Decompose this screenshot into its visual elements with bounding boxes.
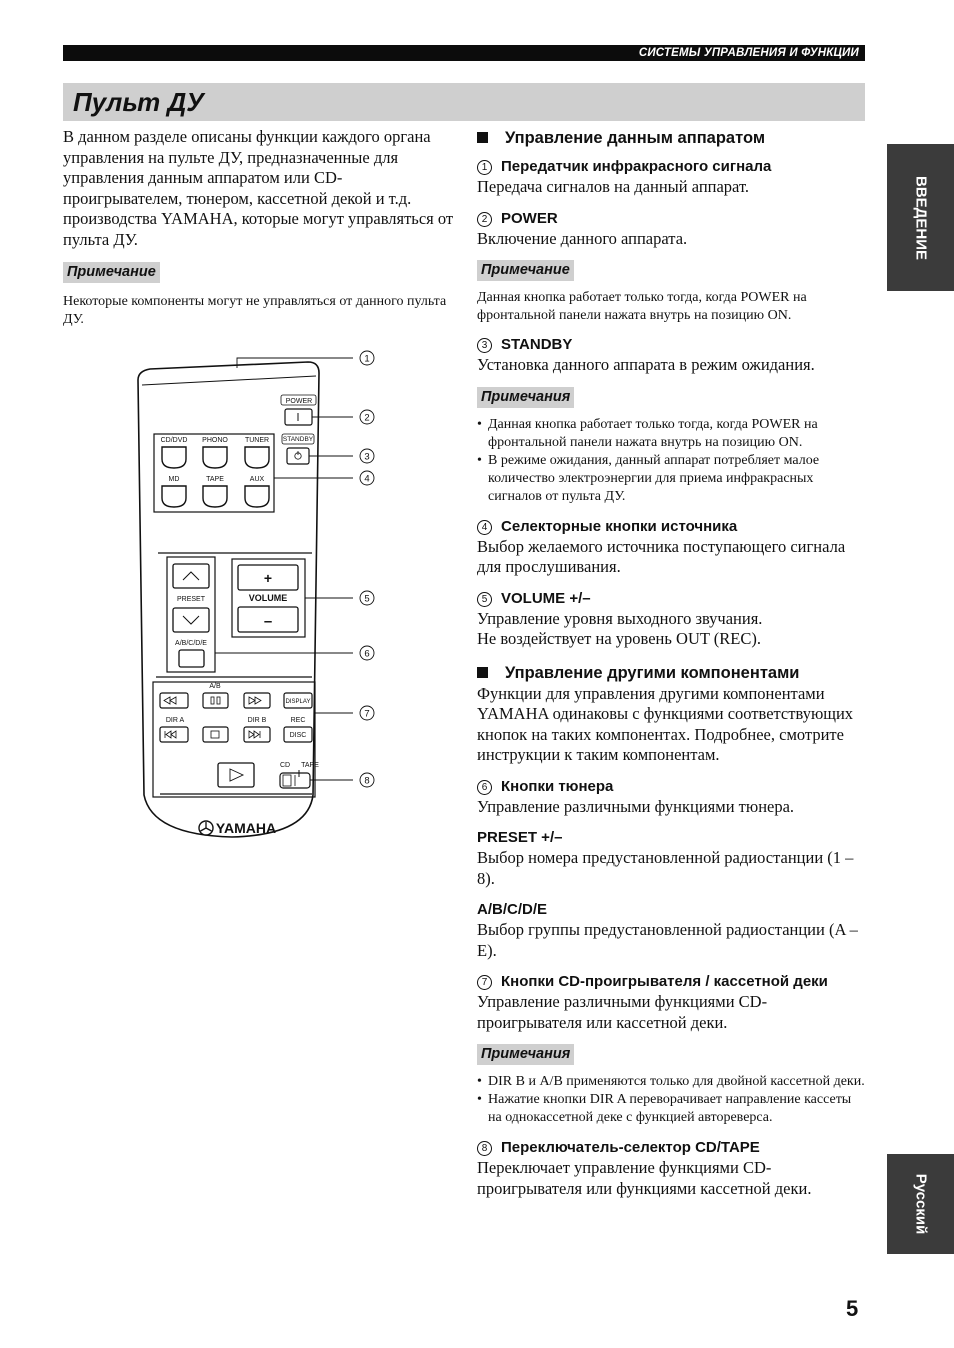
section-title: СИСТЕМЫ УПРАВЛЕНИЯ И ФУНКЦИИ [638,47,859,59]
abcde-text: Выбор группы предустановленной радиостанции (A – E). [477,920,858,960]
rec-label: REC [290,717,306,724]
number-3-icon: 3 [477,338,492,353]
preset-heading: PRESET +/– [477,829,563,846]
note-3-list [477,1073,867,1127]
page-title: Пульт ДУ [73,87,204,117]
item-text-6: Управление различными функциями тюнера. [477,796,795,816]
cd-switch-label: CD [279,762,291,769]
item-heading-5: 5 VOLUME +/– [477,589,867,609]
note-3 [477,1044,867,1065]
tape-switch-label: TAPE [301,762,319,769]
display-label: DISPLAY [285,699,311,705]
square-bullet-icon [477,667,488,678]
left-column [63,127,455,329]
remote-control-diagram [120,345,390,850]
callout-2 [360,410,374,424]
aux-label: AUX [249,476,265,483]
list-item: • В режиме ожидания, данный аппарат потребляет малое количество электроэнергии для приема инфракрасных сигналов от пульта ДУ. [477,452,867,506]
list-item: • Нажатие кнопки DIR A переворачивает направление кассеты на однокассетной деке с функцией автореверса. [477,1091,867,1127]
skip-back-button [160,727,188,742]
section-heading-other: Управление другими компонентами [477,662,867,684]
dir-a-label: DIR A [165,717,185,724]
tape-button [203,486,227,507]
item-text-4: Выбор желаемого источника поступающего сигнала для прослушивания. [477,536,846,576]
preset-text: Выбор номера предустановленной радиостанции (1 – 8). [477,848,854,888]
tuner-label: TUNER [244,437,270,444]
aux-button [245,486,269,507]
callout-1 [360,351,374,365]
header-bar [63,45,865,61]
standby-label: STANDBY [282,436,314,443]
section-2-text: Функции для управления другими компонентами YAMAHA одинаковы с функциями соответствующих кнопок на таких компонентах. Подробнее, смотрите инструкции к таким компонентам. [477,683,854,764]
number-4-icon: 4 [477,520,492,535]
number-2-icon: 2 [477,212,492,227]
disc-label: DISC [289,732,307,739]
note-1-text: Данная кнопка работает только тогда, когда POWER на фронтальной панели нажата внутрь на позицию ON. [477,290,807,323]
note-1-label: Примечание [477,260,574,281]
section-heading-this-unit: Управление данным аппаратом [477,127,867,149]
left-note [63,262,455,283]
phono-label: PHONO [202,437,228,444]
number-1-icon: 1 [477,160,492,175]
item-heading-1: 1 Передатчик инфракрасного сигнала [477,157,867,177]
callout-8 [360,773,374,787]
svg-text:7: 7 [364,708,370,720]
item-text-1: Передача сигналов на данный аппарат. [477,177,750,196]
side-tab-intro [887,144,954,291]
page-number: 5 [846,1296,859,1321]
number-5-icon: 5 [477,592,492,607]
item-text-3: Установка данного аппарата в режим ожидания. [477,355,815,374]
tape-label: TAPE [206,476,224,483]
volume-label: VOLUME [248,593,288,603]
square-bullet-icon [477,132,488,143]
preset-label: PRESET [176,596,206,603]
side-tab-language-label: Русский [912,1173,929,1235]
svg-text:3: 3 [364,451,370,463]
item-heading-6: 6 Кнопки тюнера [477,777,867,797]
stop-button [203,727,228,742]
note-2-label: Примечания [477,387,574,408]
svg-text:+: + [263,570,273,586]
cd-dvd-button [162,447,186,468]
dir-b-label: DIR B [247,717,267,724]
number-6-icon: 6 [477,780,492,795]
item-heading-3: 3 STANDBY [477,335,867,355]
pause-button [203,693,228,708]
preset-down-button [173,608,209,632]
svg-text:4: 4 [364,473,370,485]
title-band [63,83,865,121]
item-text-2: Включение данного аппарата. [477,228,688,248]
list-item: • Данная кнопка работает только тогда, когда POWER на фронтальной панели нажата внутрь на позицию ON. [477,416,867,452]
number-7-icon: 7 [477,975,492,990]
md-label: MD [168,476,180,483]
note-2-list [477,416,867,506]
skip-forward-button [244,727,270,742]
note-label: Примечание [63,262,160,283]
item-heading-7: 7 Кнопки CD-проигрывателя / кассетной деки [477,972,867,992]
svg-text:2: 2 [364,412,370,424]
brand-logo: YAMAHA [215,820,277,836]
note-3-label: Примечания [477,1044,574,1065]
svg-text:6: 6 [364,648,370,660]
right-column [477,127,867,1199]
callout-4 [360,471,374,485]
item-heading-8: 8 Переключатель-селектор CD/TAPE [477,1138,867,1158]
callout-6 [360,646,374,660]
list-item: • DIR B и A/B применяются только для двойной кассетной деки. [477,1073,867,1091]
abcde-button [179,650,204,667]
svg-text:–: – [263,613,273,630]
abcde-label: A/B/C/D/E [175,640,207,647]
side-tab-language [887,1154,954,1254]
svg-text:1: 1 [364,353,370,365]
side-tab-intro-label: ВВЕДЕНИЕ [912,175,929,260]
callout-3 [360,449,374,463]
preset-up-button [173,564,209,588]
tuner-button [245,447,269,468]
item-text-8: Переключает управление функциями CD-проигрывателя или функциями кассетной деки. [477,1158,812,1198]
cd-dvd-label: CD/DVD [160,437,188,444]
standby-button [287,448,309,464]
abcde-heading: A/B/C/D/E [477,901,548,918]
item-heading-4: 4 Селекторные кнопки источника [477,517,867,537]
callout-7 [360,706,374,720]
number-8-icon: 8 [477,1141,492,1156]
item-text-5a: Управление уровня выходного звучания. [477,608,763,628]
item-text-5b: Не воздействует на уровень OUT (REC). [477,629,761,648]
svg-text:8: 8 [364,775,370,787]
fast-forward-button [244,693,270,708]
intro-paragraph: В данном разделе описаны функции каждого органа управления на пульте ДУ, предназначенные для управления данным аппаратом или CD-проигрывателем, тюнером, кассетной декой и т.д. производства YAMAHA, которые могут управляться от пульта ДУ. [63,127,454,249]
item-heading-2: 2 POWER [477,209,867,229]
callout-5 [360,591,374,605]
note-1 [477,260,867,281]
svg-text:5: 5 [364,593,370,605]
phono-button [203,447,227,468]
note-2 [477,387,867,408]
item-text-7: Управление различными функциями CD-проигрывателя или кассетной деки. [477,992,768,1032]
left-note-text: Некоторые компоненты могут не управляться от данного пульта ДУ. [63,294,447,327]
md-button [162,486,186,507]
power-label: POWER [285,398,313,405]
ab-label: A/B [209,683,221,690]
play-button [218,763,254,787]
